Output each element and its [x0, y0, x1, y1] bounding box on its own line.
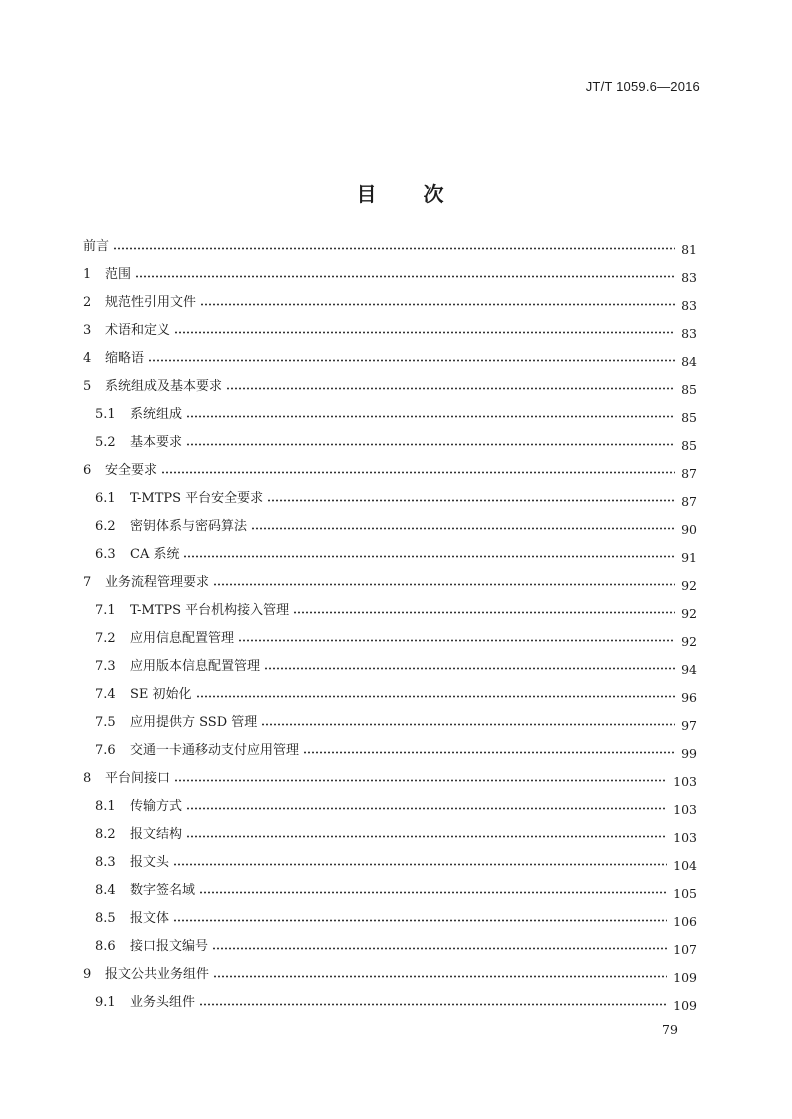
toc-entry-page: 99 — [681, 746, 697, 761]
toc-entry — [95, 484, 697, 512]
toc-dot-leader — [226, 381, 675, 390]
toc-entry-number: 8.1 — [95, 799, 116, 814]
toc-entry-title: 系统组成 — [130, 407, 183, 422]
toc-entry-title: T-MTPS 平台机构接入管理 — [130, 603, 290, 618]
toc-entry-page: 107 — [673, 942, 697, 957]
toc-entry-title: 应用提供方 SSD 管理 — [130, 715, 258, 730]
toc-entry — [83, 960, 697, 988]
toc-entry — [95, 624, 697, 652]
toc-dot-leader — [199, 997, 667, 1006]
toc-dot-leader — [113, 241, 675, 250]
toc-entry — [95, 904, 697, 932]
toc-entry-title: 交通一卡通移动支付应用管理 — [130, 743, 300, 758]
toc-dot-leader — [264, 661, 675, 670]
toc-entry-title: 基本要求 — [130, 435, 183, 450]
toc-entry-page: 85 — [681, 410, 697, 425]
toc-dot-leader — [148, 353, 675, 362]
toc-entry-number: 7.2 — [95, 631, 116, 646]
toc-entry — [83, 316, 697, 344]
toc-entry — [95, 988, 697, 1016]
toc-entry-title: 平台间接口 — [105, 771, 171, 786]
toc-entry-number: 7.5 — [95, 715, 116, 730]
toc-entry-page: 97 — [681, 718, 697, 733]
toc-entry-title: 报文公共业务组件 — [105, 967, 210, 982]
toc-dot-leader — [161, 465, 675, 474]
toc-entry — [83, 568, 697, 596]
toc-entry-number: 8.6 — [95, 939, 116, 954]
toc-entry — [95, 400, 697, 428]
toc-entry-page: 87 — [681, 494, 697, 509]
toc-entry — [95, 652, 697, 680]
toc-entry-number: 6.3 — [95, 547, 116, 562]
toc-dot-leader — [200, 297, 675, 306]
toc-entry-page: 85 — [681, 438, 697, 453]
toc-entry-title: 业务流程管理要求 — [105, 575, 210, 590]
toc-entry — [83, 288, 697, 316]
toc-entry-page: 83 — [681, 298, 697, 313]
toc-entry-number: 5 — [83, 379, 92, 394]
toc-dot-leader — [267, 493, 675, 502]
toc-entry-page: 92 — [681, 634, 697, 649]
document-code: JT/T 1059.6—2016 — [585, 79, 700, 94]
toc-dot-leader — [135, 269, 675, 278]
toc-entry — [83, 344, 697, 372]
toc-dot-leader — [293, 605, 675, 614]
toc-entry-number: 7.6 — [95, 743, 116, 758]
toc-entry — [95, 540, 697, 568]
toc-dot-leader — [174, 773, 667, 782]
toc-entry — [95, 512, 697, 540]
toc-entry-page: 103 — [673, 830, 697, 845]
toc-dot-leader — [186, 409, 675, 418]
toc-dot-leader — [173, 857, 667, 866]
toc-dot-leader — [238, 633, 675, 642]
toc-entry-title: 应用信息配置管理 — [130, 631, 235, 646]
toc-dot-leader — [196, 689, 676, 698]
toc-dot-leader — [213, 969, 667, 978]
toc-entry-number: 7.4 — [95, 687, 116, 702]
toc-entry-number: 2 — [83, 295, 92, 310]
toc-entry-page: 92 — [681, 578, 697, 593]
toc-entry — [95, 428, 697, 456]
toc-entry-number: 8.3 — [95, 855, 116, 870]
toc-entry-title: T-MTPS 平台安全要求 — [130, 491, 264, 506]
table-of-contents — [0, 232, 792, 1016]
toc-entry — [95, 932, 697, 960]
toc-dot-leader — [212, 941, 667, 950]
toc-entry-title: SE 初始化 — [130, 687, 192, 702]
page-title: 目 次 — [356, 182, 444, 206]
toc-entry — [83, 764, 697, 792]
toc-entry-page: 92 — [681, 606, 697, 621]
toc-entry-page: 85 — [681, 382, 697, 397]
toc-entry-title: 接口报文编号 — [130, 939, 209, 954]
toc-entry-number: 3 — [83, 323, 92, 338]
toc-entry — [95, 792, 697, 820]
toc-entry-number: 6.1 — [95, 491, 116, 506]
toc-entry-title: 传输方式 — [130, 799, 183, 814]
toc-entry-page: 109 — [673, 970, 697, 985]
toc-entry-number: 8.2 — [95, 827, 116, 842]
toc-entry-page: 103 — [673, 802, 697, 817]
toc-entry-title: 范围 — [105, 267, 132, 282]
toc-entry — [95, 876, 697, 904]
toc-entry-number: 1 — [83, 267, 92, 282]
toc-dot-leader — [186, 801, 667, 810]
toc-entry — [95, 820, 697, 848]
toc-entry-page: 91 — [681, 550, 697, 565]
toc-entry-page: 105 — [673, 886, 697, 901]
toc-entry-page: 90 — [681, 522, 697, 537]
toc-dot-leader — [186, 829, 667, 838]
toc-entry-title: 密钥体系与密码算法 — [130, 519, 248, 534]
toc-dot-leader — [213, 577, 675, 586]
toc-entry — [95, 736, 697, 764]
toc-entry-title: 缩略语 — [105, 351, 145, 366]
toc-entry-number: 9 — [83, 967, 92, 982]
toc-dot-leader — [199, 885, 667, 894]
toc-entry-title: 应用版本信息配置管理 — [130, 659, 261, 674]
toc-entry-number: 6.2 — [95, 519, 116, 534]
toc-entry — [83, 456, 697, 484]
toc-entry-number: 7.3 — [95, 659, 116, 674]
toc-entry-number: 4 — [83, 351, 92, 366]
toc-dot-leader — [303, 745, 675, 754]
toc-entry-number: 8.4 — [95, 883, 116, 898]
toc-entry-title: 术语和定义 — [105, 323, 171, 338]
toc-entry-title: 安全要求 — [105, 463, 158, 478]
toc-entry — [83, 232, 697, 260]
toc-entry-page: 106 — [673, 914, 697, 929]
toc-dot-leader — [186, 437, 675, 446]
toc-entry-page: 84 — [681, 354, 697, 369]
toc-entry-title: 报文结构 — [130, 827, 183, 842]
toc-entry — [95, 596, 697, 624]
toc-entry-number: 7 — [83, 575, 92, 590]
toc-entry-number: 5.1 — [95, 407, 116, 422]
toc-entry — [95, 848, 697, 876]
toc-dot-leader — [261, 717, 675, 726]
toc-entry-number: 6 — [83, 463, 92, 478]
toc-entry — [95, 680, 697, 708]
toc-entry-page: 83 — [681, 270, 697, 285]
toc-entry-number: 9.1 — [95, 995, 116, 1010]
toc-dot-leader — [174, 325, 675, 334]
toc-dot-leader — [173, 913, 667, 922]
toc-entry-page: 96 — [681, 690, 697, 705]
toc-entry-title: 报文体 — [130, 911, 170, 926]
toc-entry-title: 数字签名域 — [130, 883, 196, 898]
toc-entry-title: 前言 — [83, 239, 110, 254]
toc-entry-page: 103 — [673, 774, 697, 789]
toc-entry-title: 系统组成及基本要求 — [105, 379, 223, 394]
toc-dot-leader — [183, 549, 675, 558]
toc-entry-page: 81 — [681, 242, 697, 257]
toc-entry-page: 94 — [681, 662, 697, 677]
toc-entry-page: 87 — [681, 466, 697, 481]
toc-entry — [95, 708, 697, 736]
toc-entry-number: 8 — [83, 771, 92, 786]
page-number: 79 — [662, 1022, 678, 1037]
toc-entry-number: 7.1 — [95, 603, 116, 618]
toc-entry — [83, 260, 697, 288]
toc-entry-title: 业务头组件 — [130, 995, 196, 1010]
toc-dot-leader — [251, 521, 675, 530]
toc-entry-title: 规范性引用文件 — [105, 295, 197, 310]
toc-entry-number: 8.5 — [95, 911, 116, 926]
toc-entry-page: 109 — [673, 998, 697, 1013]
toc-entry-page: 104 — [673, 858, 697, 873]
toc-entry-page: 83 — [681, 326, 697, 341]
toc-entry-number: 5.2 — [95, 435, 116, 450]
toc-entry-title: CA 系统 — [130, 547, 180, 562]
toc-entry-title: 报文头 — [130, 855, 170, 870]
toc-entry — [83, 372, 697, 400]
